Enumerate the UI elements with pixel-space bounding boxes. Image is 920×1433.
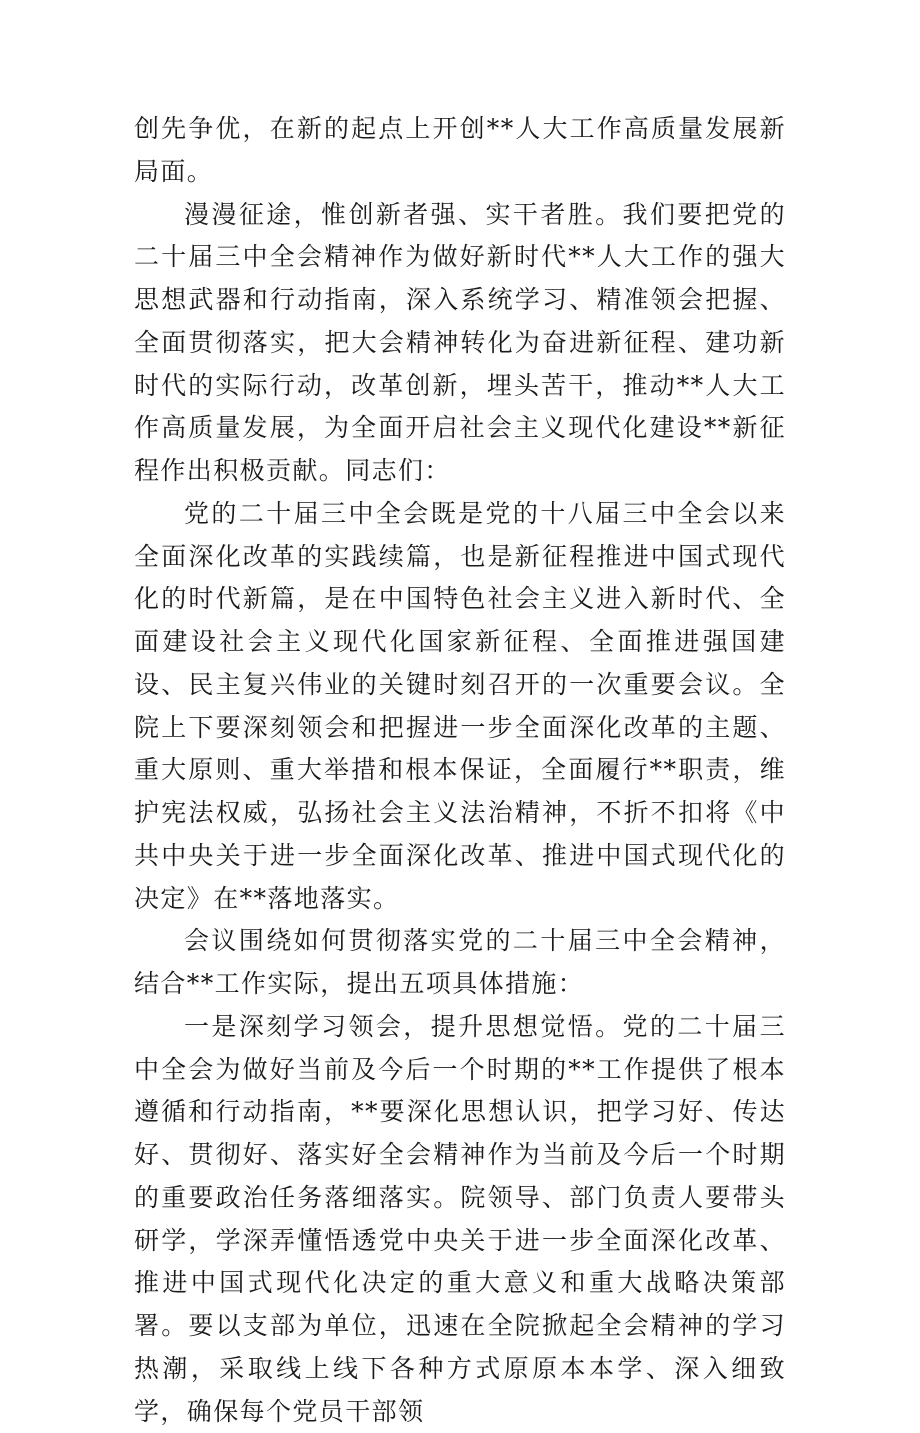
paragraph-five-measures-intro: 会议围绕如何贯彻落实党的二十届三中全会精神，结合**工作实际，提出五项具体措施： bbox=[134, 926, 786, 998]
paragraph-plenary-significance: 党的二十届三中全会既是党的十八届三中全会以来全面深化改革的实践续篇，也是新征程推进中国式现代化的时代新篇，是在中国特色社会主义进入新时代、全面建设社会主义现代化国家新征程、全面推进强国建设、民主复兴伟业的关键时刻召开的一次重要会议。全院上下要深刻领会和把握进一步全面深化改革的主题、重大原则、重大举措和根本保证，全面履行**职责，维护宪法权威，弘扬社会主义法治精神，不折不扣将《中共中央关于进一步全面深化改革、推进中国式现代化的决定》在**落地落实。 bbox=[134, 498, 786, 913]
paragraph-call-to-action: 漫漫征途，惟创新者强、实干者胜。我们要把党的二十届三中全会精神作为做好新时代**人大工作的强大思想武器和行动指南，深入系统学习、精准领会把握、全面贯彻落实，把大会精神转化为奋进新征程、建功新时代的实际行动，改革创新，埋头苦干，推动**人大工作高质量发展，为全面开启社会主义现代化建设**新征程作出积极贡献。同志们： bbox=[134, 199, 786, 485]
paragraph-measure-one: 一是深刻学习领会，提升思想觉悟。党的二十届三中全会为做好当前及今后一个时期的**工作提供了根本遵循和行动指南，**要深化思想认识，把学习好、传达好、贯彻好、落实好全会精神作为当前及今后一个时期的重要政治任务落细落实。院领导、部门负责人要带头研学，学深弄懂悟透党中央关于进一步全面深化改革、推进中国式现代化决定的重大意义和重大战略决策部署。要以支部为单位，迅速在全院掀起全会精神的学习热潮，采取线上线下各种方式原原本本学、深入细致学，确保每个党员干部领 bbox=[134, 1011, 786, 1426]
paragraph-continuation: 创先争优，在新的起点上开创**人大工作高质量发展新局面。 bbox=[134, 114, 786, 186]
document-body bbox=[134, 108, 786, 1433]
